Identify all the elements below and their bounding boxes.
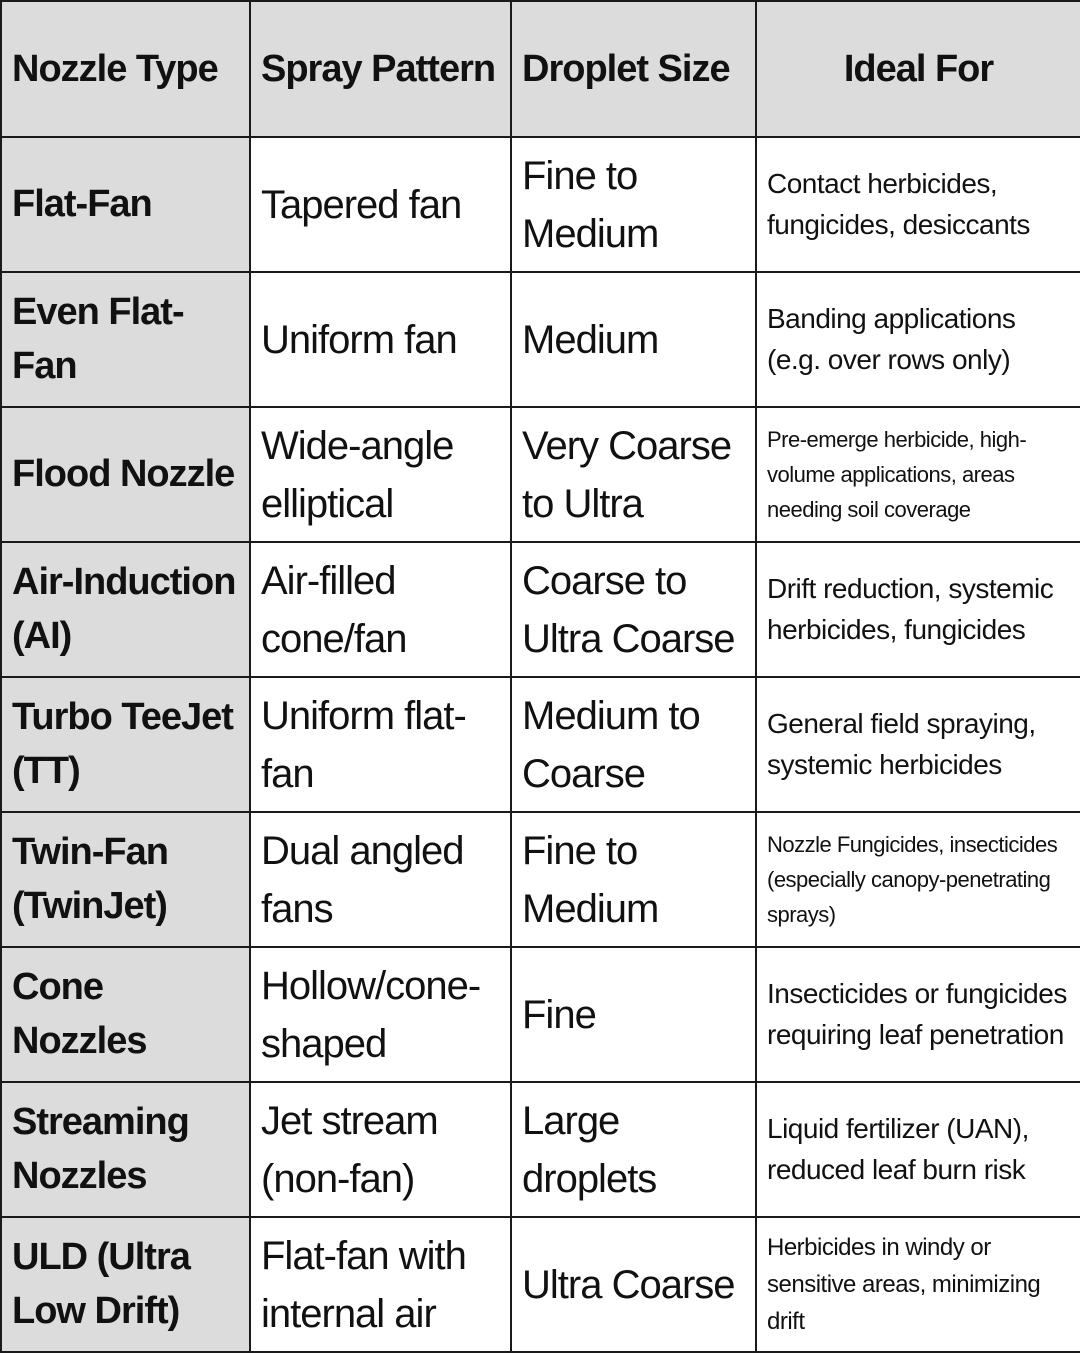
spray-pattern-cell: Wide-angle elliptical bbox=[250, 407, 511, 542]
ideal-for-cell: Insecticides or fungicides requiring leaf penetration bbox=[756, 947, 1080, 1082]
header-row bbox=[1, 1, 1080, 137]
ideal-for-cell: Contact herbicides, fungicides, desiccants bbox=[756, 137, 1080, 272]
header-ideal-for: Ideal For bbox=[756, 1, 1080, 137]
spray-pattern-cell: Jet stream (non-fan) bbox=[250, 1082, 511, 1217]
table-row bbox=[1, 1217, 1080, 1352]
table-row bbox=[1, 272, 1080, 407]
droplet-size-cell: Very Coarse to Ultra bbox=[511, 407, 756, 542]
nozzle-type-cell: Streaming Nozzles bbox=[1, 1082, 250, 1217]
header-droplet-size: Droplet Size bbox=[511, 1, 756, 137]
spray-pattern-cell: Uniform fan bbox=[250, 272, 511, 407]
ideal-for-cell: Banding applications (e.g. over rows only) bbox=[756, 272, 1080, 407]
spray-pattern-cell: Tapered fan bbox=[250, 137, 511, 272]
spray-pattern-cell: Flat-fan with internal air bbox=[250, 1217, 511, 1352]
spray-pattern-cell: Hollow/cone-shaped bbox=[250, 947, 511, 1082]
table-row bbox=[1, 1082, 1080, 1217]
spray-pattern-cell: Uniform flat-fan bbox=[250, 677, 511, 812]
droplet-size-cell: Ultra Coarse bbox=[511, 1217, 756, 1352]
droplet-size-cell: Large droplets bbox=[511, 1082, 756, 1217]
droplet-size-cell: Fine bbox=[511, 947, 756, 1082]
ideal-for-cell: Herbicides in windy or sensitive areas, minimizing drift bbox=[756, 1217, 1080, 1352]
table-row bbox=[1, 542, 1080, 677]
nozzle-type-cell: Twin-Fan (TwinJet) bbox=[1, 812, 250, 947]
nozzle-type-cell: Cone Nozzles bbox=[1, 947, 250, 1082]
droplet-size-cell: Coarse to Ultra Coarse bbox=[511, 542, 756, 677]
ideal-for-cell: Pre-emerge herbicide, high-volume applications, areas needing soil coverage bbox=[756, 407, 1080, 542]
spray-pattern-cell: Dual angled fans bbox=[250, 812, 511, 947]
ideal-for-cell: Liquid fertilizer (UAN), reduced leaf burn risk bbox=[756, 1082, 1080, 1217]
spray-pattern-cell: Air-filled cone/fan bbox=[250, 542, 511, 677]
nozzle-type-cell: Air-Induction (AI) bbox=[1, 542, 250, 677]
ideal-for-cell: General field spraying, systemic herbicides bbox=[756, 677, 1080, 812]
nozzle-type-cell: Flood Nozzle bbox=[1, 407, 250, 542]
table-row bbox=[1, 407, 1080, 542]
droplet-size-cell: Medium to Coarse bbox=[511, 677, 756, 812]
table-row bbox=[1, 137, 1080, 272]
header-nozzle-type: Nozzle Type bbox=[1, 1, 250, 137]
header-spray-pattern: Spray Pattern bbox=[250, 1, 511, 137]
droplet-size-cell: Fine to Medium bbox=[511, 812, 756, 947]
table-row bbox=[1, 812, 1080, 947]
ideal-for-cell: Nozzle Fungicides, insecticides (especially canopy-penetrating sprays) bbox=[756, 812, 1080, 947]
nozzle-type-cell: Turbo TeeJet (TT) bbox=[1, 677, 250, 812]
ideal-for-cell: Drift reduction, systemic herbicides, fungicides bbox=[756, 542, 1080, 677]
table-row bbox=[1, 947, 1080, 1082]
droplet-size-cell: Fine to Medium bbox=[511, 137, 756, 272]
table-row bbox=[1, 677, 1080, 812]
nozzle-type-cell: Even Flat-Fan bbox=[1, 272, 250, 407]
droplet-size-cell: Medium bbox=[511, 272, 756, 407]
nozzle-type-cell: ULD (Ultra Low Drift) bbox=[1, 1217, 250, 1352]
nozzle-type-cell: Flat-Fan bbox=[1, 137, 250, 272]
